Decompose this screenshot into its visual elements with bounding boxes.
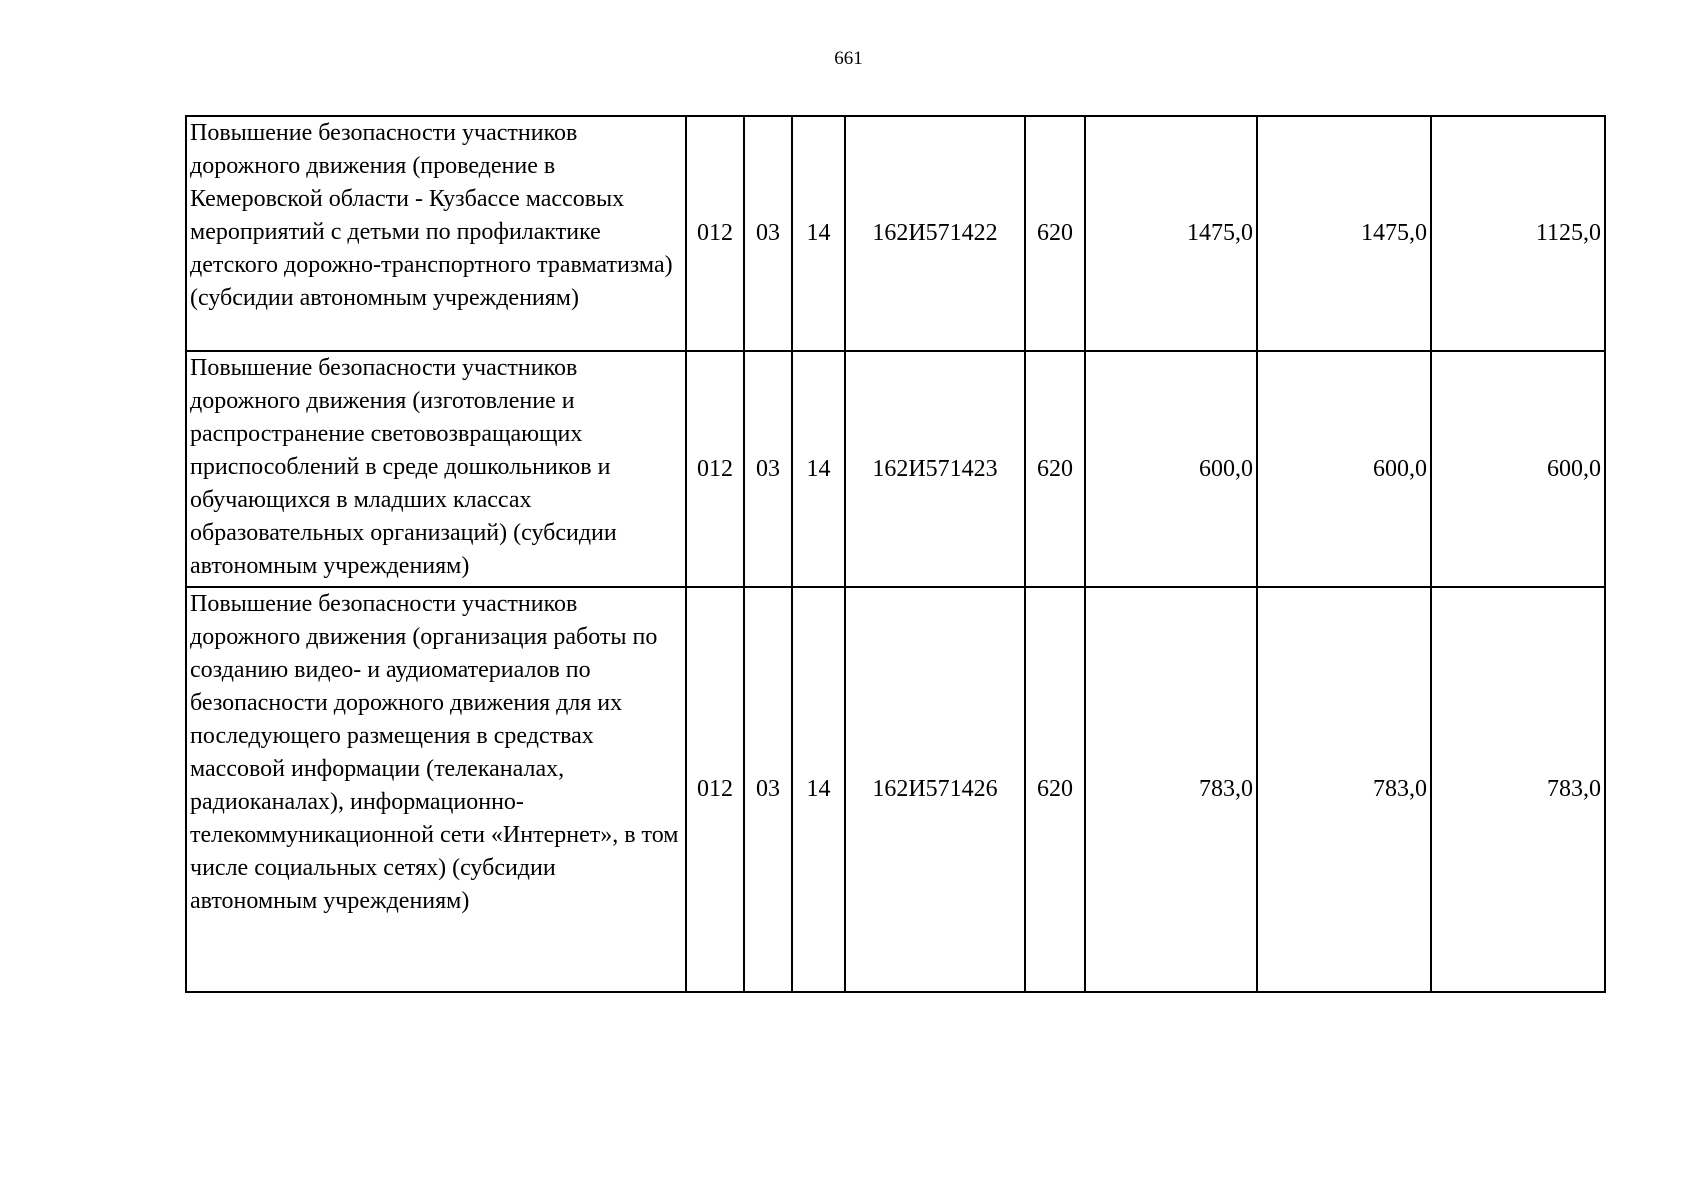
budget-table <box>185 115 1606 993</box>
description-cell: Повышение безопасности участников дорожного движения (проведение в Кемеровской области - Кузбассе массовых мероприятий с детьми по профилактике детского дорожно-транспортного травматизма) (субсидии автономным учреждениям) <box>186 116 686 351</box>
target-item-cell: 162И571426 <box>845 587 1025 992</box>
subsection-code-cell: 14 <box>792 351 845 587</box>
table-row <box>186 116 1605 351</box>
amount-cell-2: 1475,0 <box>1257 116 1431 351</box>
description-cell: Повышение безопасности участников дорожного движения (изготовление и распространение световозвращающих приспособлений в среде дошкольников и обучающихся в младших классах образовательных организаций) (субсидии автономным учреждениям) <box>186 351 686 587</box>
target-item-cell: 162И571422 <box>845 116 1025 351</box>
amount-cell-2: 600,0 <box>1257 351 1431 587</box>
amount-cell-3: 1125,0 <box>1431 116 1605 351</box>
amount-cell-1: 600,0 <box>1085 351 1257 587</box>
subsection-code-cell: 14 <box>792 587 845 992</box>
ministry-code-cell: 012 <box>686 351 744 587</box>
section-code-cell: 03 <box>744 351 792 587</box>
expense-type-cell: 620 <box>1025 351 1085 587</box>
amount-cell-1: 783,0 <box>1085 587 1257 992</box>
target-item-cell: 162И571423 <box>845 351 1025 587</box>
amount-cell-1: 1475,0 <box>1085 116 1257 351</box>
ministry-code-cell: 012 <box>686 587 744 992</box>
expense-type-cell: 620 <box>1025 587 1085 992</box>
section-code-cell: 03 <box>744 587 792 992</box>
amount-cell-2: 783,0 <box>1257 587 1431 992</box>
subsection-code-cell: 14 <box>792 116 845 351</box>
section-code-cell: 03 <box>744 116 792 351</box>
table-row <box>186 351 1605 587</box>
expense-type-cell: 620 <box>1025 116 1085 351</box>
ministry-code-cell: 012 <box>686 116 744 351</box>
page-number: 661 <box>834 48 863 69</box>
amount-cell-3: 600,0 <box>1431 351 1605 587</box>
table-row <box>186 587 1605 992</box>
description-cell: Повышение безопасности участников дорожного движения (организация работы по созданию видео- и аудиоматериалов по безопасности дорожного движения для их последующего размещения в средствах массовой информации (телеканалах, радиоканалах), информационно-телекоммуникационной сети «Интернет», в том числе социальных сетях) (субсидии автономным учреждениям) <box>186 587 686 992</box>
amount-cell-3: 783,0 <box>1431 587 1605 992</box>
